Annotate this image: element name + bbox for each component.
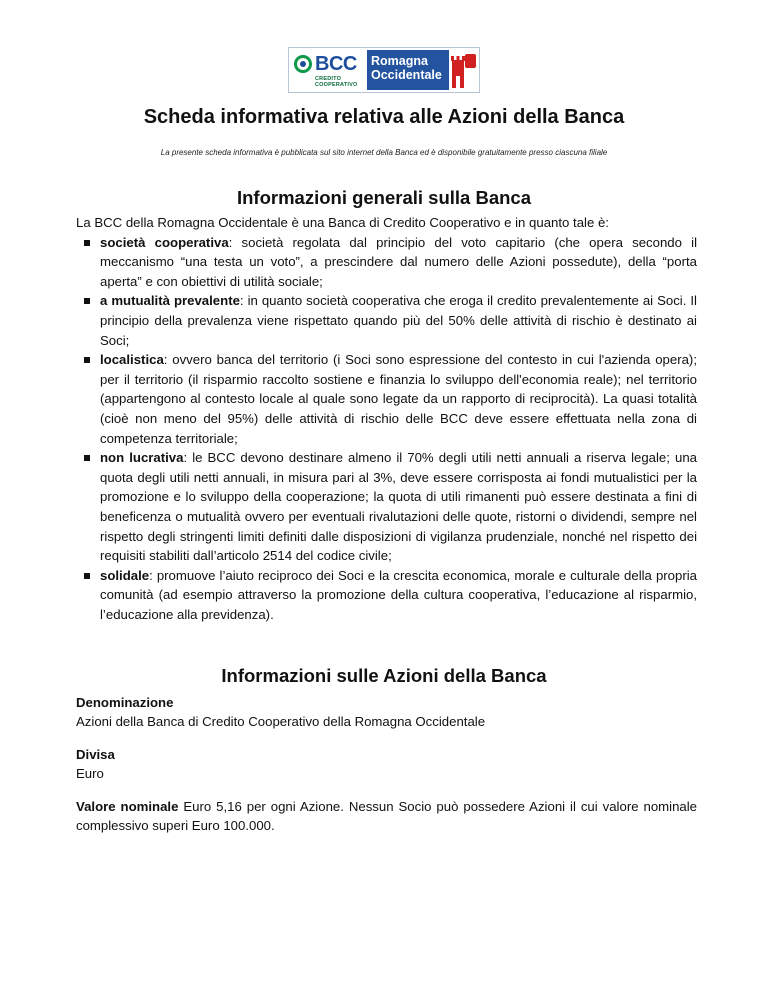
section-general-body <box>76 213 697 624</box>
bullet-term: solidale <box>100 567 150 583</box>
logo-name-line1: Romagna <box>371 54 428 68</box>
bullet-text: : le BCC devono destinare almeno il 70% degli utili netti annuali a riserva legale; una quota degli utili netti annuali, in misura pari al 3%, deve essere corrisposta ai fondi mutualistici per la promozione e lo sviluppo della cooperazione; la quota di utili rimanenti può essere destinata a fini di beneficenza o mutualità ovvero per eventuali rivalutazioni delle quote, ristorni o dividendi, sempre nel rispetto degli stringenti limiti definiti dalle disposizioni di vigilanza prudenziale, nonché nel rispetto dei requisiti stabiliti dall’articolo 2514 del codice civile; <box>100 450 697 564</box>
denominazione-label: Denominazione <box>76 695 174 710</box>
section-heading-general: Informazioni generali sulla Banca <box>236 187 532 208</box>
denominazione-value: Azioni della Banca di Credito Cooperativo della Romagna Occidentale <box>76 714 486 729</box>
bullet-text: : in quanto società cooperativa che eroga il credito prevalentemente ai Soci. Il principio della prevalenza viene rispettato quando più del 50% delle attività di rischio è destinato ai Soci; <box>100 293 697 348</box>
list-item <box>76 350 697 448</box>
list-item <box>76 566 697 625</box>
section-heading-shares: Informazioni sulle Azioni della Banca <box>221 665 547 686</box>
bcc-mark <box>291 50 367 90</box>
list-item <box>76 291 697 350</box>
divisa-label: Divisa <box>76 747 115 762</box>
logo-name <box>371 54 442 82</box>
denominazione-block <box>76 693 697 731</box>
bullet-term: localistica <box>100 352 164 368</box>
subtitle-note: La presente scheda informativa è pubblicata sul sito internet della Banca ed è disponibile gratuitamente presso ciascuna filiale <box>160 148 608 157</box>
bullet-square-icon <box>84 573 90 579</box>
bullet-square-icon <box>84 298 90 304</box>
characteristics-list <box>76 233 697 625</box>
bullet-text: : promuove l’aiuto reciproco dei Soci e la crescita economica, morale e culturale della propria comunità (ad esempio attraverso la promozione della cultura cooperativa, l’educazione al risparmio, l’educazione alla previdenza). <box>100 567 697 622</box>
logo-sub-text: CREDITO COOPERATIVO <box>315 76 358 88</box>
logo-name-block <box>367 50 449 90</box>
logo-bcc-text: BCC <box>315 53 357 75</box>
list-item <box>76 233 697 292</box>
bullet-text: : società regolata dal principio del voto capitario (che opera secondo il meccanismo “una testa un voto”, a prescindere dal numero delle Azioni possedute), della “porta aperta” e con obiettivi di utilità sociale; <box>100 234 698 289</box>
valore-nominale-block <box>76 797 697 835</box>
bank-logo <box>288 47 480 93</box>
bullet-term: a mutualità prevalente <box>100 293 240 309</box>
valore-value: Euro 5,16 per ogni Azione. Nessun Socio può possedere Azioni il cui valore nominale complessivo superi Euro 100.000. <box>76 799 697 833</box>
valore-label: Valore nominale <box>76 799 179 814</box>
tower-icon <box>451 54 465 88</box>
year-badge-icon <box>465 54 476 68</box>
page-title: Scheda informativa relativa alle Azioni della Banca <box>143 106 625 128</box>
bullet-square-icon <box>84 455 90 461</box>
bullet-term: non lucrativa <box>100 450 184 466</box>
bullet-term: società cooperativa <box>100 234 229 250</box>
list-item <box>76 448 697 566</box>
logo-name-line2: Occidentale <box>371 68 442 82</box>
bcc-ring-icon <box>294 55 312 73</box>
divisa-value: Euro <box>76 766 104 781</box>
tower-emblem <box>449 50 477 90</box>
bullet-square-icon <box>84 240 90 246</box>
bullet-text: : ovvero banca del territorio (i Soci sono espressione del contesto in cui l'azienda opera); per il territorio (il risparmio raccolto sostiene e finanzia lo sviluppo dell'economia reale); nel territorio (appartengono al contesto locale al quale sono legate da un rapporto di reciprocità). La quasi totalità (cioè non meno del 95%) delle attività di rischio delle BCC deve essere effettuata nella zona di competenza territoriale; <box>100 352 697 446</box>
bullet-square-icon <box>84 357 90 363</box>
divisa-block <box>76 745 697 783</box>
intro-text: La BCC della Romagna Occidentale è una Banca di Credito Cooperativo e in quanto tale è: <box>76 215 609 230</box>
